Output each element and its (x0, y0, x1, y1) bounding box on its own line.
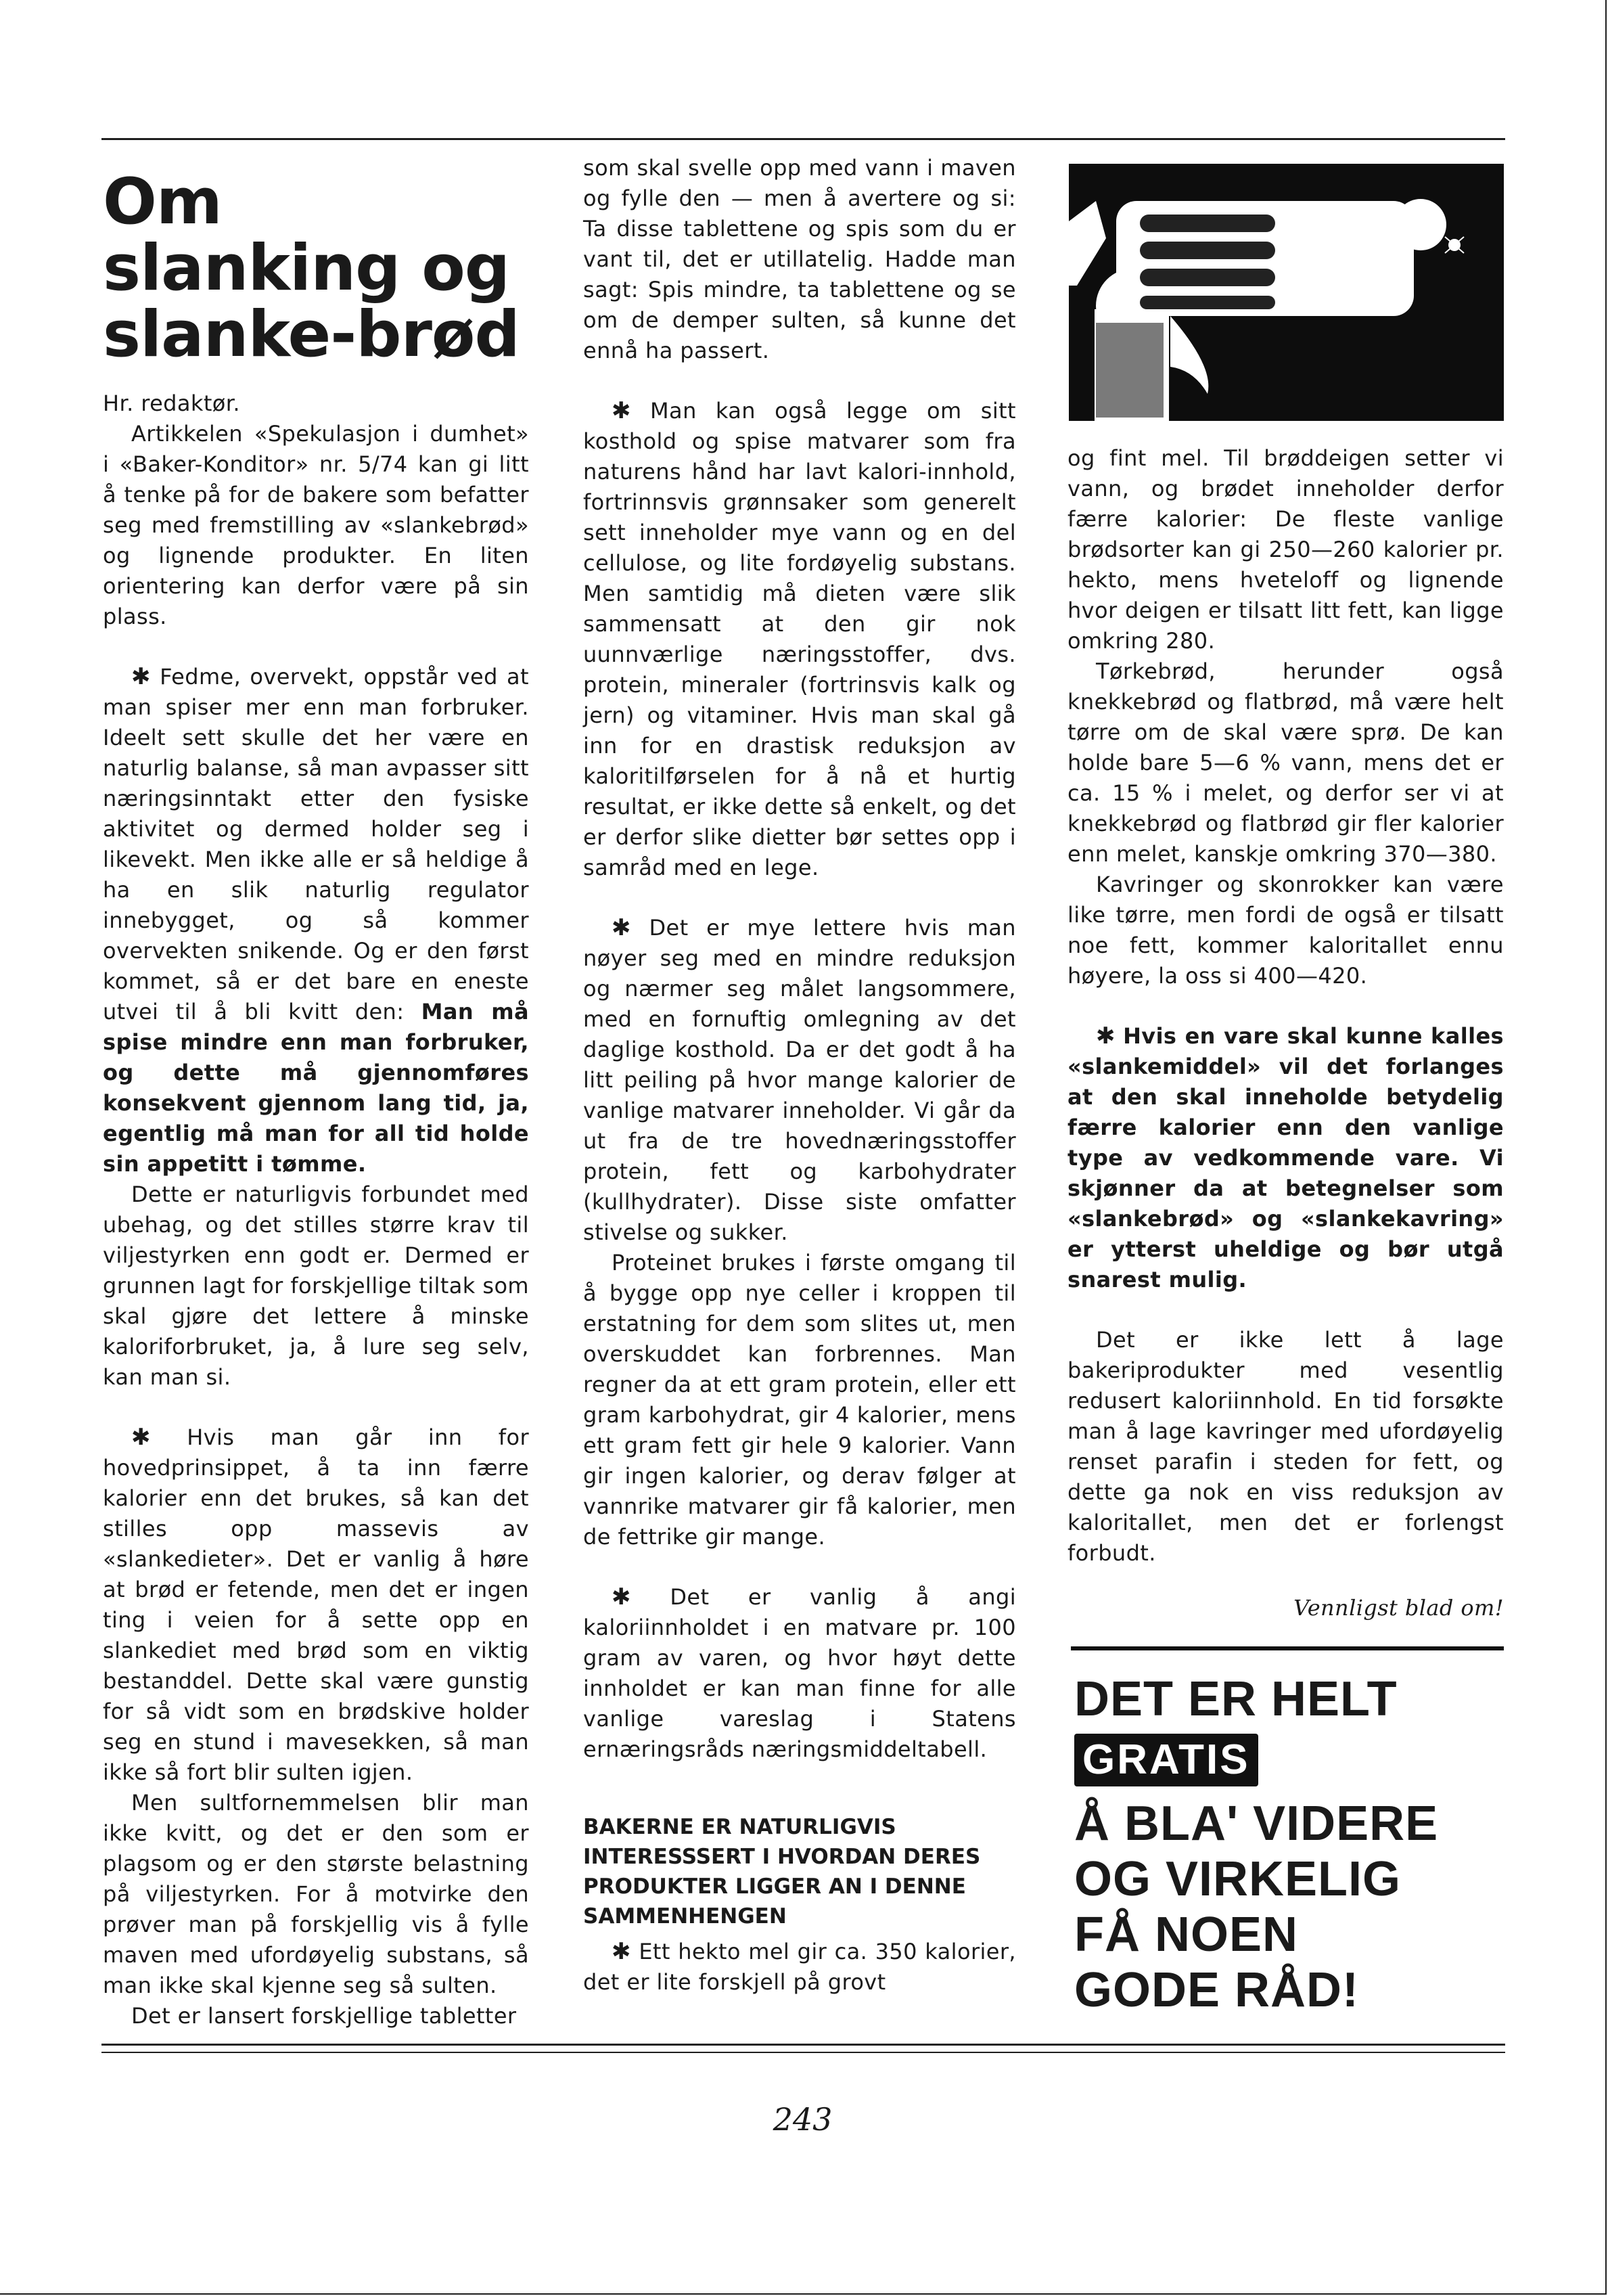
asterisk-icon: ✱ (612, 1583, 631, 1611)
ad-line: OG VIRKELIG (1074, 1852, 1402, 1906)
asterisk-icon: ✱ (131, 663, 151, 690)
top-rule (101, 138, 1505, 140)
asterisk-icon: ✱ (1096, 1022, 1116, 1050)
asterisk-icon: ✱ (612, 397, 631, 424)
footer-rule (101, 2052, 1505, 2053)
bold-emphasis: Hvis en vare skal kunne kalles «slankemiddel» vil det forlanges at den skal inneholde betydelig færre kalorier enn den vanlige type av vedkommende vare. Vi skjønner da at betegnelser som «slankebrød» og «slankekavring» er ytterst uheldige og bør utgå snarest mulig. (1067, 1023, 1504, 1292)
bottom-rule (101, 2044, 1505, 2046)
column-3 (1067, 443, 1504, 1623)
paragraph: ✱ Man kan også legge om sitt kosthold og spise matvarer som fra naturens hånd har lavt kalori-innhold, fortrinnsvis grønnsaker som generelt sett inneholder mye vann og en del cellulose, og lite fordøyelig substans. Men samtidig må dieten være slik sammensatt at den gir nok uunnværlige næringsstoffer, dvs. protein, mineraler (fortrinsvis kalk og jern) og vitaminer. Hvis man skal gå inn for en drastisk reduksjon av kaloritilførselen for å nå et hurtig resultat, er ikke dette så enkelt, og det er derfor slike dietter bør settes opp i samråd med en lege. (583, 397, 1016, 880)
paragraph: ✱ Hvis man går inn for hovedprinsippet, å ta inn færre kalorier enn det brukes, så kan det stilles opp massevis av «slankedieter». Det er vanlig å høre at brød er fetende, men det er ingen ting i veien for å sette opp en slankediet med brød som en viktig bestanddel. Dette skal være gunstig for så vidt som en brødskive holder seg en stund i mavesekken, så man ikke så fort blir sulten igjen. (103, 1424, 529, 1785)
asterisk-icon: ✱ (612, 914, 631, 941)
ad-top-rule (1071, 1646, 1504, 1650)
article-title: Om slanking og slanke-brød (103, 165, 520, 372)
paragraph: Dette er naturligvis forbundet med ubehag, og det stilles større krav til viljestyrken enn godt er. Dermed er grunnen lagt for forskjellige tiltak som skal gjøre det lettere å minske kaloriforbruket, ja, å lure seg selv, kan man si. (103, 1181, 529, 1390)
turn-page-note: Vennligst blad om! (1293, 1595, 1504, 1621)
bold-emphasis: Man må spise mindre enn man forbruker, og dette må gjennomføres konsekvent gjennom lang tid, ja, egentlig må man for all tid holde sin appetitt i tømme. (103, 999, 530, 1177)
paragraph: Tørkebrød, herunder også knekkebrød og flatbrød, må være helt tørre om de skal være sprø. De kan holde bare 5—6 % vann, mens det er ca. 15 % i melet, og derfor ser vi at knekkebrød og flatbrød gir fler kalorier enn melet, kanskje omkring 370—380. (1067, 658, 1504, 867)
pistol-icon (1069, 164, 1504, 421)
gratis-advertisement (1074, 1671, 1507, 2018)
salutation: Hr. redaktør. (103, 390, 240, 416)
paragraph: ✱ Det er vanlig å angi kaloriinnholdet i en matvare pr. 100 gram av varen, og hvor høyt dette innholdet er kan man finne for alle vanlige vareslag i Statens ernæringsråds næringsmiddeltabell. (583, 1583, 1017, 1762)
paragraph: ✱ Det er mye lettere hvis man nøyer seg med en mindre reduksjon og nærmer seg målet langsommere, med en fornuftig omlegning av det daglige kosthold. Da er det godt å ha litt peiling på hvor mange kalorier de vanlige matvarer inneholder. Vi går da ut fra de tre hovednæringsstoffer protein, fett og karbohydrater (kullhydrater). Disse siste omfatter stivelse og sukker. (583, 914, 1016, 1245)
pistol-illustration (1069, 164, 1504, 421)
paragraph: Proteinet brukes i første omgang til å bygge opp nye celler i kroppen til erstatning for dem som slites ut, men overskuddet kan forbrennes. Man regner da at ett gram protein, eller ett gram karbohydrat, gir 4 kalorier, mens ett gram fett gir hele 9 kalorier. Vann gir ingen kalorier, og derav følger at vannrike matvarer gir få kalorier, men de fettrike gir mange. (583, 1250, 1016, 1550)
paragraph: Men sultfornemmelsen blir man ikke kvitt, og det er den som er plagsom og er den største belastning på viljestyrken. For å motvirke den prøver man på forskjellig vis å fylle maven med ufordøyelig substans, så man ikke skal kjenne seg så sulten. (103, 1790, 529, 1998)
paragraph: Artikkelen «Spekulasjon i dumhet» i «Baker-Konditor» nr. 5/74 kan gi litt å tenke på for de bakere som befatter seg med fremstilling av «slankebrød» og lignende produkter. En liten orientering kan derfor være på sin plass. (103, 421, 529, 629)
column-2 (583, 153, 1016, 1998)
ad-line: FÅ NOEN (1074, 1908, 1298, 1962)
paragraph: Kavringer og skonrokker kan være like tørre, men fordi de også er tilsatt noe fett, kommer kaloritallet ennu høyere, la oss si 400—420. (1067, 872, 1504, 989)
ad-line: GODE RÅD! (1074, 1963, 1359, 2017)
paragraph: Det er lansert forskjellige tabletter (131, 2003, 517, 2029)
gratis-badge: GRATIS (1074, 1734, 1258, 1786)
paragraph: ✱ Ett hekto mel gir ca. 350 kalorier, det er lite forskjell på grovt (583, 1938, 1017, 1995)
page-number: 243 (773, 2101, 833, 2138)
asterisk-icon: ✱ (612, 1938, 631, 1965)
paragraph (1067, 1021, 1504, 1295)
paragraph: og fint mel. Til brøddeigen setter vi vann, og brødet inneholder derfor færre kalorier: De fleste vanlige brødsorter kan gi 250—260 kalorier pr. hekto, mens hveteloff og lignende hvor deigen er tilsatt litt fett, kan ligge omkring 280. (1067, 445, 1504, 654)
paragraph: Det er ikke lett å lage bakeriprodukter med vesentlig redusert kaloriinnhold. En tid forsøkte man å lage kavringer med ufordøyelig renset parafin i steden for fett, og dette ga nok en viss reduksjon av kaloritallet, men det er forlengst forbudt. (1067, 1327, 1504, 1566)
column-1 (103, 153, 529, 2031)
asterisk-icon: ✱ (131, 1424, 151, 1451)
ad-line: Å BLA' VIDERE (1074, 1797, 1439, 1851)
paragraph: ✱ Fedme, overvekt, oppstår ved at man spiser mer enn man forbruker. Ideelt sett skulle det her være en naturlig balanse, så man avpasser sitt næringsinntakt etter den fysiske aktivitet og dermed holder seg i likevekt. Men ikke alle er så heldige å ha en slik naturlig regulator innebygget, og så kommer overvekten snikende. Og er den først kommet, så er det bare en eneste utvei til å bli kvitt den: Man må spise mindre enn man forbruker, og dette må gjennomføres konsekvent gjennom lang tid, ja, egentlig må man for all tid holde sin appetitt i tømme. (103, 663, 530, 1177)
ad-line: DET ER HELT (1074, 1672, 1398, 1726)
section-heading: BAKERNE ER NATURLIGVIS INTERESSSERT I HVORDAN DERES PRODUKTER LIGGER AN I DENNE SAMMENHENGEN (583, 1815, 981, 1929)
paragraph: som skal svelle opp med vann i maven og fylle den — men å avertere og si: Ta disse tablettene og spis som du er vant til, det er utillatelig. Hadde man sagt: Spis mindre, ta tablettene og se om de demper sulten, så kunne det ennå ha passert. (583, 155, 1016, 363)
